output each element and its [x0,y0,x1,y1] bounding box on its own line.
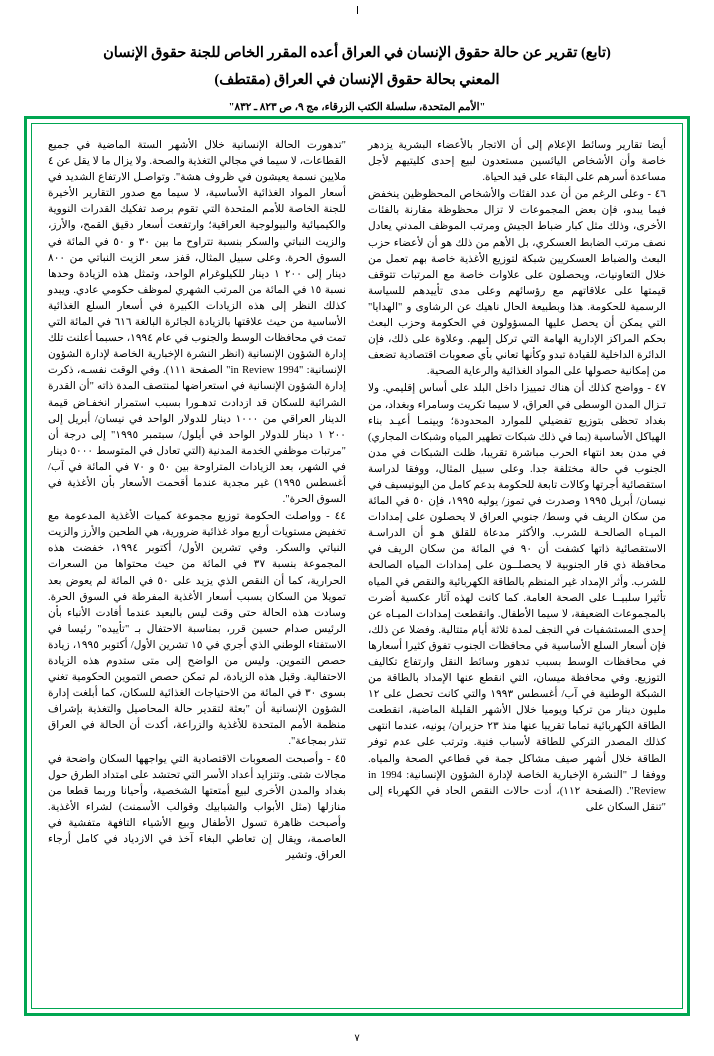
paragraph: ٤٥ - وأصبحت الصعوبات الاقتصادية التي يواجهها السكان واضحة في مجالات شتى. وتتزايد أعداد الأسر التي تحتشد على امتداد الطرق حول بغداد والمدن الأخرى لبيع أمتعتها الشخصية، وأحيانا وربما قطعا من منازلها (مثل الأبواب والشبابيك وقوالب الأسمنت) لشراء الأغذية. وأصبحت ظاهرة تسول الأطفال وبيع الأشياء التافهة متفشية في العاصمة، ويقال إن تعاطي البغاء آخذ في الازدياد في كامل أرجاء العراق. وتشير [48,753,346,862]
paragraph: ٤٧ - وواضح كذلك أن هناك تمييزا داخل البلد على أساس إقليمي. ولا تـزال المدن الوسطى في العراق، لا سيما تكريت وسامراء وبغداد، من بغداد تحظى بتوزيع تفضيلي للموارد المحدودة؛ وبينمـا أعيـد بناء الهياكل الأساسية (بما في ذلك شبكات تطهير المياه وشبكات المجاري) في مدن بعد انتهاء الحرب مباشرة تقريبا، ظلت الشبكات في مدن الجنوب في حالة مختلفة جدا. وعلى سبيل المثال، ووفقا لدراسة استقصائية أجرتها وكالات تابعة للحكومة بدعم كامل من اليونيسيف في نيسان/ أبريل ١٩٩٥ وصدرت في تموز/ يوليه ١٩٩٥، فإن ٥٠ في المائة من سكان الريف في وسط/ جنوبي العراق لا يحصلون على إمدادات الميـاه الصالحـة للشرب. والأكثر مدعاة للقلق هـو أن الدراسـة الاستقصائية ذاتها كشفت أن ٩٠ في المائة من سكان الريف في محافظة ذي قار الجنوبية لا يحصلــون على إمدادات المياه الصالحة للشرب. وأثر الإمداد غير المنظم بالطاقة الكهربائية والنقص في المياه تأثيرا سلبيــا على الصحة العامة. كما كانت لهذه آثار عكسية أضرت بالمجموعات الضعيفة، لا سيما الأطفال. وانقطعت إمدادات الميـاه عن إحدى المستشفيات في النجف لمدة ثلاثة أيام متتالية. وفضلا عن ذلك، فإن أسعار السلع الأساسية في محافظات الجنوب تفوق كثيرا أسعارها في محافظات الوسط بسبب تدهور وسائط النقل وارتفاع تكاليف التوزيع. وفي محافظة ميسان، التي انقطع عنها الإمداد بالطاقة من الشبكة الوطنية في آب/ أغسطس ١٩٩٣ والتي كانت تحصل على ١٢ مليون دينار من تركيا ويوميا خلال الأشهر القليلة الماضية، انقطعت الطاقة الكهربائية تماما تقريبا عنها منذ ٢٣ حزيران/ يونيه، عندما انتهى كذلك المصدر التركي للطاقة لأسباب فنية. وترتب على عدم توفر الطاقة خلال أشهر صيف مشاكل جمة في قطاعي الصحة والمياه. ووفقا لـ "النشرة الإخبارية الخاصة لإدارة الشؤون الإنسانية: 1994 in Review". (الصفحة ١١٢)، أدت حالات النقص الحاد في الكهرباء إلى "تنقل السكان على [368,383,666,813]
paragraph: ٤٤ - وواصلت الحكومة توزيع مجموعة كميات الأغذية المدعومة مع تخفيض مستويات أربع مواد غذائية ضرورية، هي الطحين والأرز والزيت النباتي والسكر. وفي تشرين الأول/ أكتوبر ١٩٩٤، خفضت هذه المجموعة بنسبة ٣٧ في المائة من حيث محتواها من السعرات الحرارية، كما أن النقص الذي يزيد على ٥٠ في المائة لم يعوض بعد تمويلا من السكان بسبب أسعار الأغذية المفرطة في السوق الحرة. وسادت هذه الحالة حتى وقت ليس بالبعيد عندما أفادت الأنباء بأن الرئيس صدام حسين قرر، بمناسبة الاحتفال بـ "تأييده" رئيسا في الاستفتاء الوطني الذي أجري في ١٥ تشرين الأول/ أكتوبر ١٩٩٥، زيادة حصص التموين. وليس من الواضح إلى متى ستدوم هذه الزيادة الاحتفالية. وقبل هذه الزيادة، لم تمكن حصص التموين الحكومية تغني بسوى ٣٠ في المائة من الاحتياجات الغذائية للسكان، كما أبلغت إدارة الشؤون الإنسانية أن "بعثة لتقدير حالة المحاصيل والتغذية بإشراف منظمة الأمم المتحدة للأغذية والزراعة، أكدت أن الحالة في العراق تنذر بمجاعة". [48,511,347,748]
content-frame [24,116,690,1016]
document-header [0,0,714,113]
page-title-line-1: (تابع) تقرير عن حالة حقوق الإنسان في العراق أعده المقرر الخاص للجنة حقوق الإنسان [103,45,611,61]
column-right [357,138,666,998]
page-title-line-2: المعني بحالة حقوق الإنسان في العراق (مقتطف) [214,71,500,88]
page-registration-tick [357,6,358,14]
page-number: ٧ [354,1033,360,1044]
source-citation: "الأمم المتحدة، سلسلة الكتب الزرقاء، مج ٩، ص ٨٢٣ ـ ٨٣٢" [228,101,486,113]
two-column-body [48,138,666,998]
content-frame-inner [31,123,683,1009]
paragraph: أيضا تقارير وسائط الإعلام إلى أن الاتجار بالأعضاء البشرية يزدهر خاصة وأن الأشخاص اليائسين مستعدون لبيع إحدى كليتيهم لأجل مساعدة أسرهم على البقاء على قيد الحياة. [368,140,666,184]
column-left [48,138,357,998]
paragraph: ٤٦ - وعلى الرغم من أن عدد الفئات والأشخاص المحظوظين ينخفض فيما يبدو، فإن بعض المجموعات لا تزال محظوظة مقارنة بالفئات الأخرى، وذلك مثل كبار ضباط الجيش ومرتب الموظف المدني يعادل نصف مرتب الضابط العسكري، بل الأهم من ذلك هو أن لأعضاء حزب البعث والضباط العسكريين شبكة لتوزيع الأغذية خاصة بهم تعمل من خلال التعاونيات، ويحصلون على علاوات خاصة مع المرتبات تتوقف قيمتها على علاقاتهم مع رؤسائهم وعلى مدى تأييدهم للسياسة الرسمية للحكومة. هذا وبطبيعة الحال ناهيك عن الرشاوى و "الهدايا" التي يمكن أن يحصل عليها المسؤولون في الحكومة وحزب البعث بحكم المراكز الإدارية الهامة التي تركل إليهم. وعلاوة على ذلك، فإن الدائرة الداخلية للقيادة تبدو وكأنها تعاني بأي صعوبات اقتصادية تضعف من إمكانية حصولها على المواد الغذائية والرعاية الصحية. [368,189,666,378]
paragraph: "تدهورت الحالة الإنسانية خلال الأشهر الستة الماضية في جميع القطاعات، لا سيما في مجالي التغذية والصحة. ولا يزال ما لا يقل عن ٤ ملايين نسمة يعيشون في ظروف هشة". وتواصـل الارتفاع الشديد في أسعار المواد الغذائية الأساسية، لا سيما مع صدور التقارير الأخيرة للجنة الخاصة للأمم المتحدة التي تقوم برصد تفكيك القدرات النووية والكيميائية والبيولوجية العراقية؛ وارتفعت أسعار دقيق القمح، والأرز، والزيت النباتي والسكر بنسبة تتراوح ما بين ٣٠ و ٥٠ في المائة في السوق الحرة. وعلى سبيل المثال، قفز سعر الزيت النباتي من ٨٠٠ دينار إلى ٢٠٠ ١ دينار للكيلوغرام الواحد، وتمثل هذه الزيادة وحدها نسبة ١٥ في المائة من المرتب الشهري لموظف حكومي عادي. ويبدو كذلك النظر إلى هذه الزيادات الكبيرة في أسعار السلع الغذائية الأساسية من حيث علاقتها بالزيادة الجائرة البالغة ٦١٦ في المائة التي تمت في محافظات الوسط والجنوب في عام ١٩٩٤، حسبما أعلنت تلك إدارة الشؤون الإنسانية (انظر النشرة الإخبارية الخاصة لإدارة الشؤون الإنسانية: "1994 in Review" الصفحة ١١١). وفي الوقت نفسـه، ذكرت إدارة الشؤون الإنسانية في استعراضها لمنتصف المدة ذاته "أن القدرة الشرائية للسكان قد ازدادت تدهـورا بسبب استمرار انخفـاض قيمة الدينار العراقي من ١٠٠٠ دينار للدولار الواحد في نيسان/ أبريل إلى ٢٠٠ ١ دينار للدولار الواحد في أيلول/ سبتمبر ١٩٩٥" إلى درجة أن "مرتبات موظفي الخدمة المدنية (التي تعادل في المتوسط ٥٠٠٠ دينار في الشهر، بعد الزيادات المتراوحة بين ٥٠ و ٧٠ في المائة في آب/ أغسطس ١٩٩٥) غير مجدية عندما أقحمت الأسعار بأن الأغذية في السوق الحرة". [48,140,347,506]
